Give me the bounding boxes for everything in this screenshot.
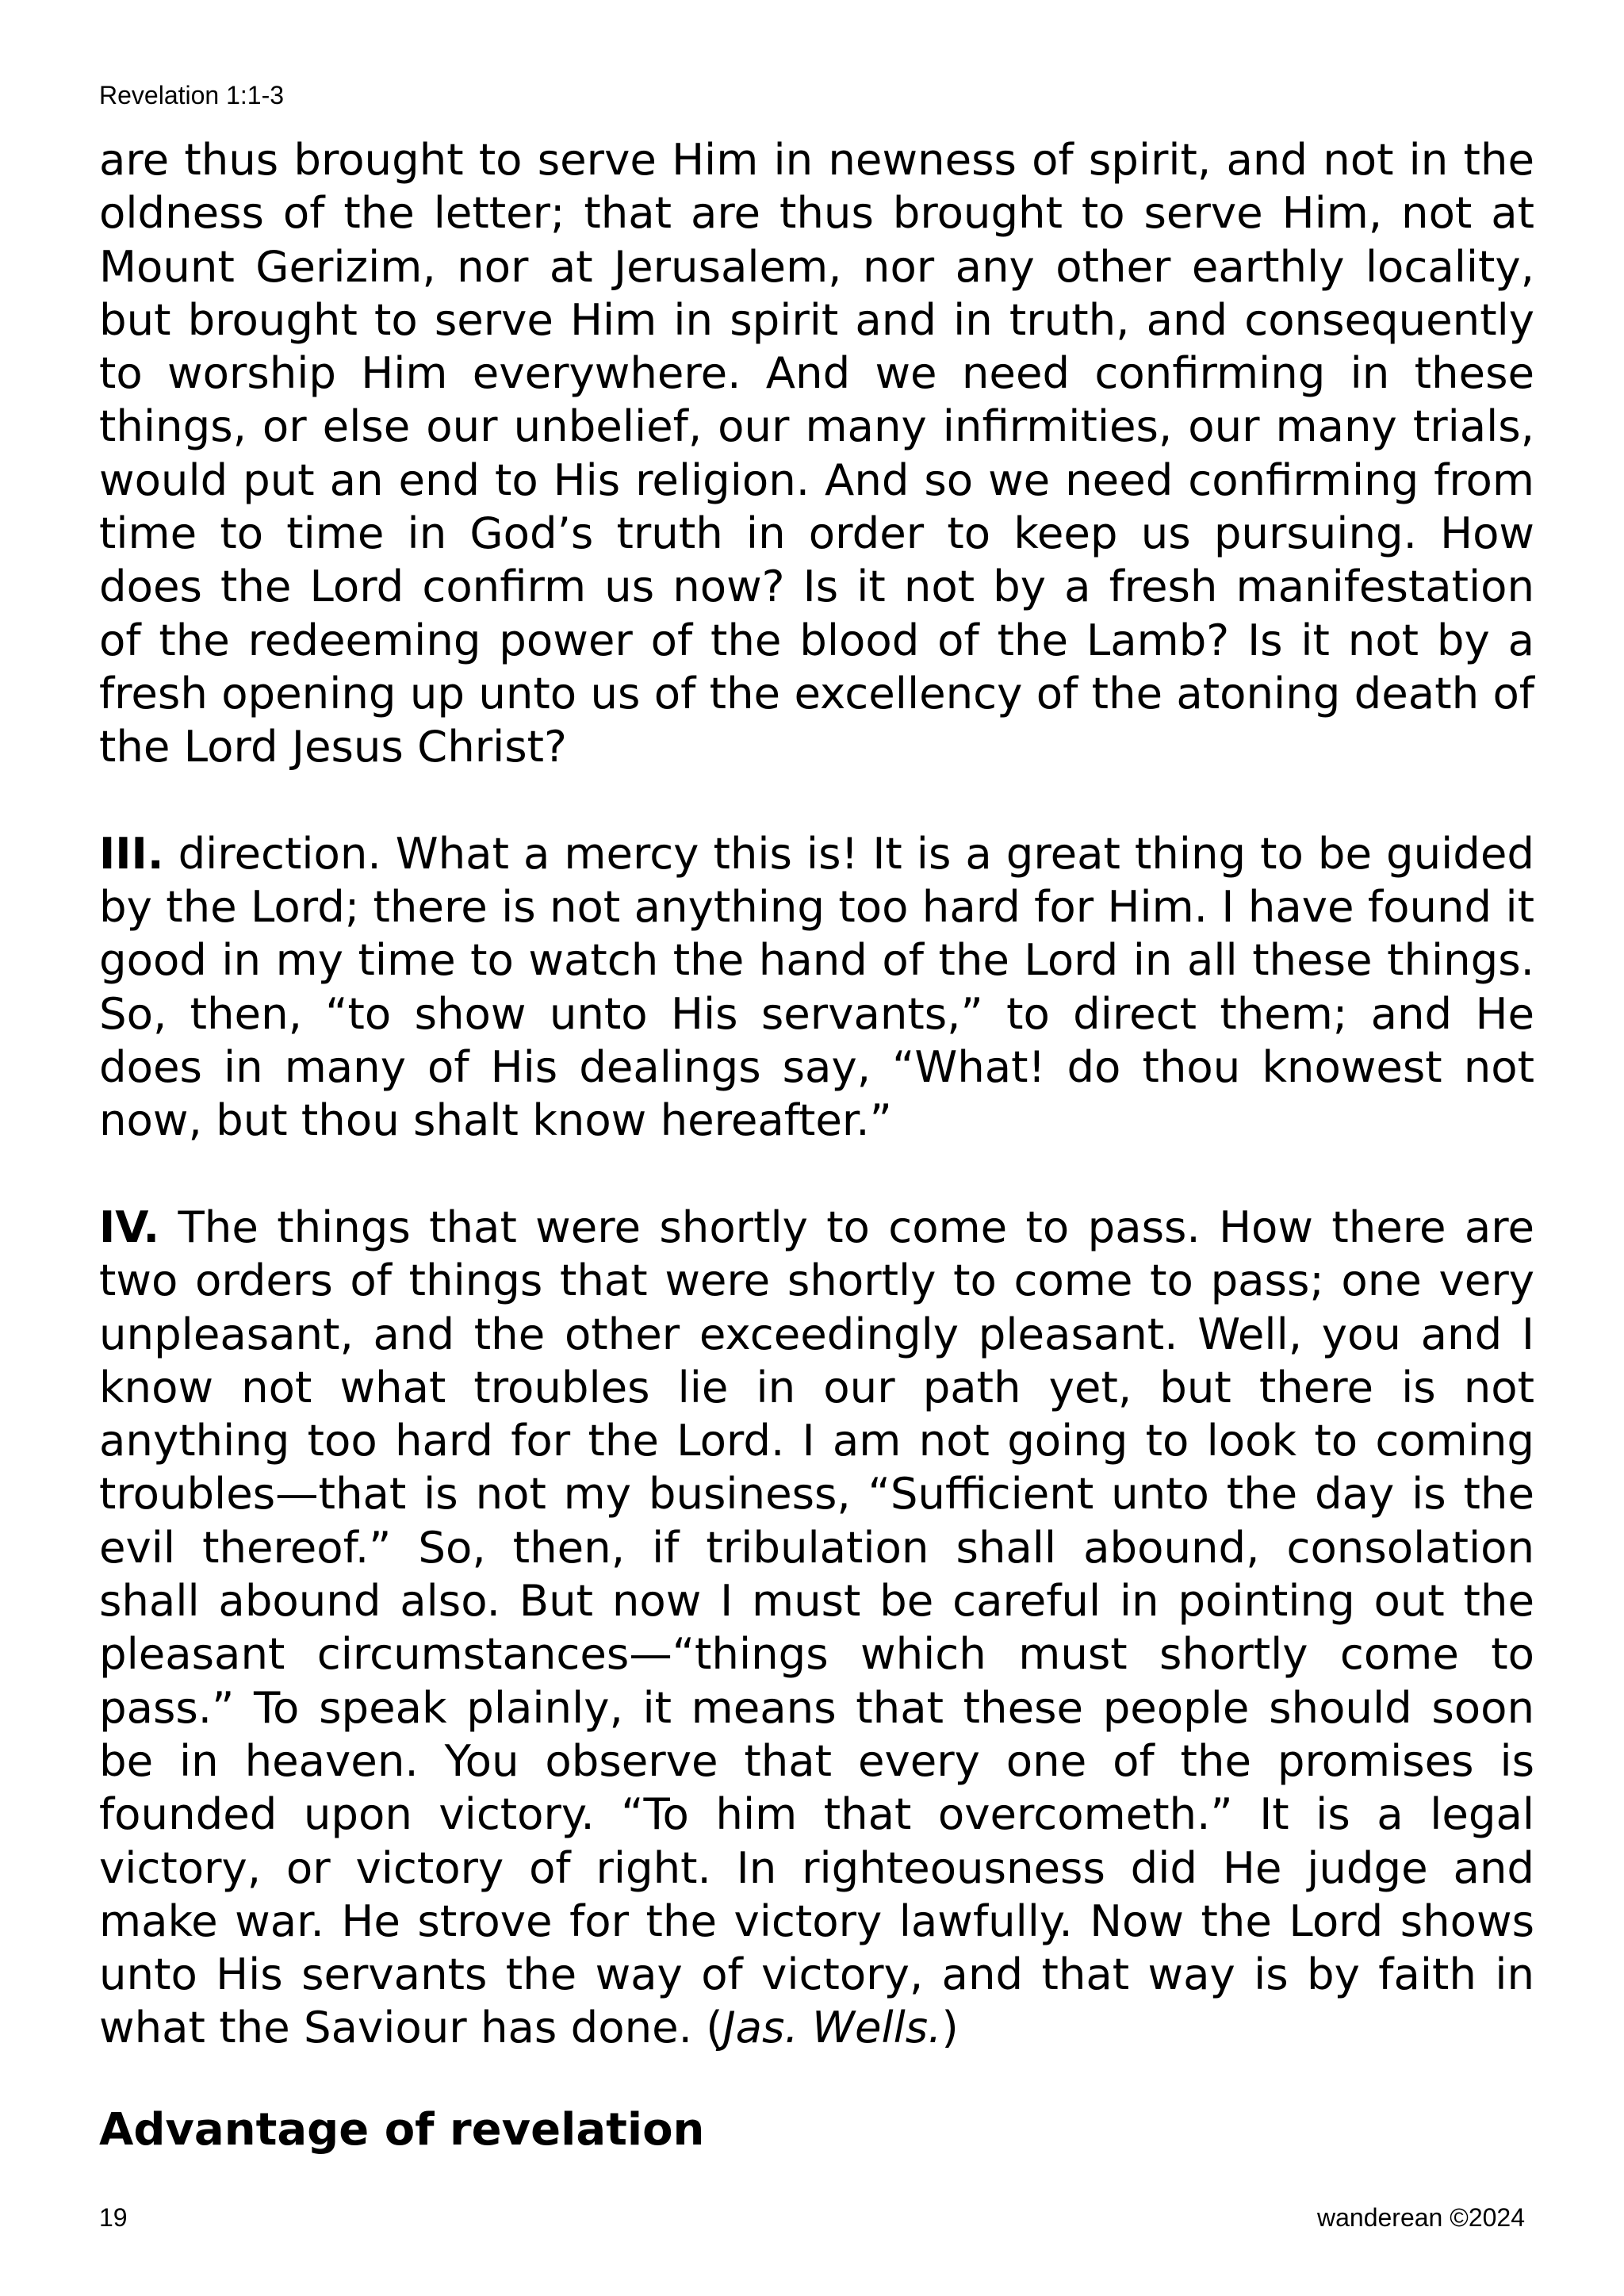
section-heading: Advantage of revelation — [99, 2103, 705, 2156]
page-number: 19 — [99, 2203, 128, 2232]
paragraph-text: The things that were shortly to come to pass. How there are two orders of things that were shortly to come to pass; one very unpleasant, and the other exceedingly pleasant. Well, you and I know not what troubles lie in our path yet, but there is not anything too hard for the Lord. I am not going to look to coming troubles—that is not my business, “Sufficient unto the day is the evil thereof.” So, then, if tribulation shall abound, consolation shall abound also. But now I must be careful in pointing out the pleasant circumstances—“things which must shortly come to pass.” To speak plainly, it means that these people should soon be in heaven. You observe that every one of the promises is founded upon victory. “To him that overcometh.” It is a legal victory, or victory of right. In righteousness did He judge and make war. He strove for the victory lawfully. Now the Lord shows unto His servants the way of victory, and that way is by faith in what the Saviour has done. ( — [99, 1201, 1534, 2053]
running-head: Revelation 1:1-3 — [99, 81, 285, 109]
copyright-notice: wanderean ©2024 — [1317, 2203, 1525, 2232]
paragraph-point-3 — [99, 827, 1534, 1148]
paragraph-continuation: are thus brought to serve Him in newness of spirit, and not in the oldness of the letter; that are thus brought to serve Him, not at Mount Gerizim, nor at Jerusalem, nor any other earthly locality, but brought to serve Him in spirit and in truth, and consequently to worship Him everywhere. And we need confirming in these things, or else our unbelief, our many infirmities, our many trials, would put an end to His religion. And so we need confirming from time to time in God’s truth in order to keep us pursuing. How does the Lord confirm us now? Is it not by a fresh manifestation of the redeeming power of the blood of the Lamb? Is it not by a fresh opening up unto us of the excellency of the atoning death of the Lord Jesus Christ? — [99, 134, 1534, 772]
point-number: III. — [99, 827, 164, 879]
point-number: IV. — [99, 1201, 160, 1252]
citation-close: ) — [941, 2002, 959, 2053]
paragraph-point-4 — [99, 1201, 1534, 2055]
page-body — [99, 133, 1534, 2158]
citation: Jas. Wells. — [722, 2002, 942, 2053]
paragraph-text: direction. What a mercy this is! It is a great thing to be guided by the Lord; there is not anything too hard for Him. I have found it good in my time to watch the hand of the Lord in all these things. So, then, “to show unto His servants,” to direct them; and He does in many of His dealings say, “What! do thou knowest not now, but thou shalt know hereafter.” — [99, 827, 1534, 1146]
